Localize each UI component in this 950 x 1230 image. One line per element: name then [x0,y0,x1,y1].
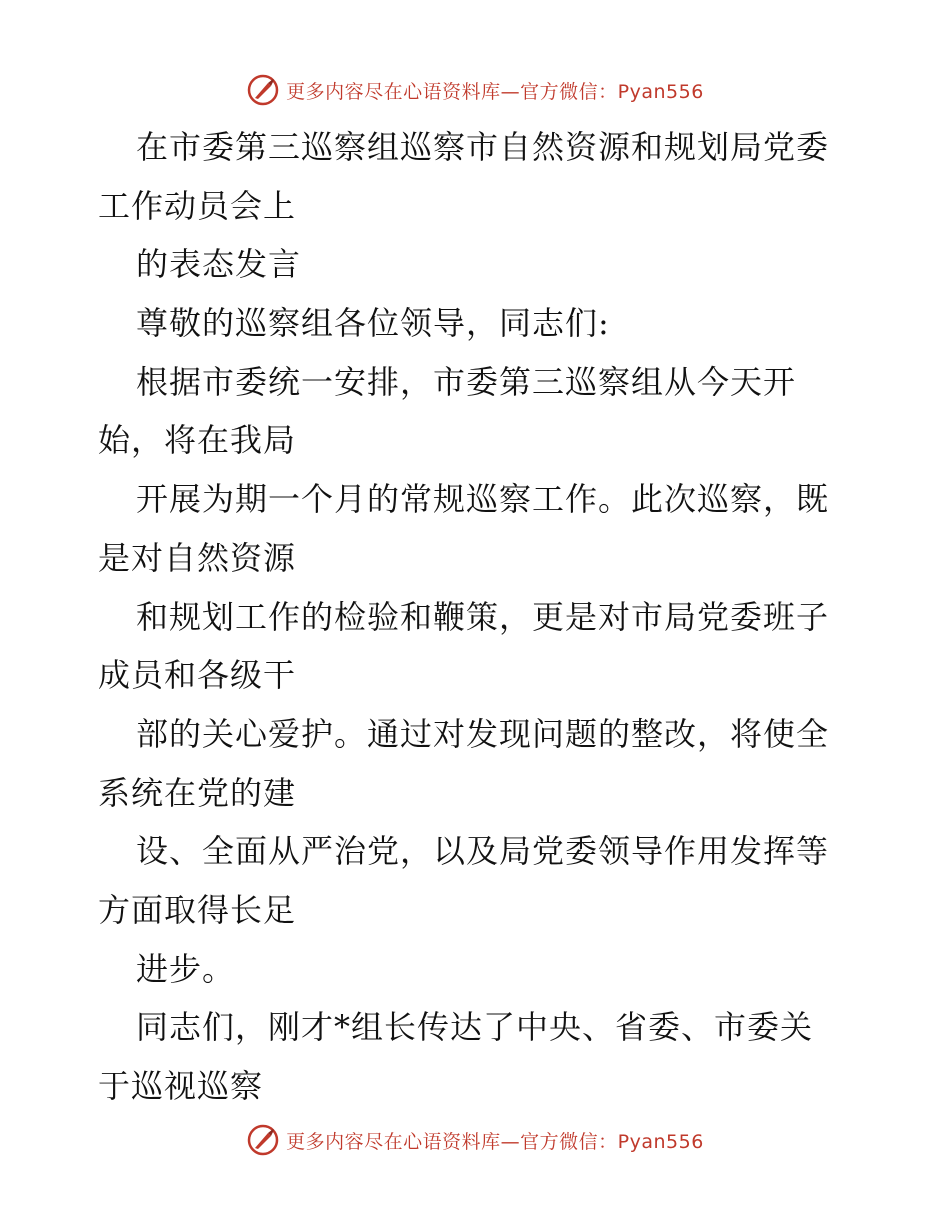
text-line: 根据市委统一安排，市委第三巡察组从今天开 [136,362,797,401]
text-line: 的表态发言 [136,245,302,284]
text-line: 始，将在我局 [98,421,297,460]
text-line: 进步。 [136,949,236,988]
text-line: 方面取得长足 [98,890,297,929]
text-line: 部的关心爱护。通过对发现问题的整改，将使全 [136,714,830,753]
text-line: 成员和各级干 [98,656,297,695]
text-line: 于巡视巡察 [98,1067,264,1105]
text-line: 开展为期一个月的常规巡察工作。此次巡察，既 [136,480,830,519]
footer-watermark-banner [0,1120,950,1160]
text-line: 工作动员会上 [98,186,297,225]
quill-pen-logo-icon [246,1123,280,1157]
text-line: 和规划工作的检验和鞭策，更是对市局党委班子 [136,597,830,636]
document-body [98,118,858,1116]
text-line: 同志们，刚才*组长传达了中央、省委、市委关 [136,1008,814,1047]
footer-watermark-text: 更多内容尽在心语资料库—官方微信：Pyan556 [286,1130,704,1153]
quill-pen-logo-icon [246,73,280,107]
header-watermark-banner [0,70,950,110]
text-line: 尊敬的巡察组各位领导，同志们: [136,304,610,343]
text-line: 设、全面从严治党，以及局党委领导作用发挥等 [136,832,830,871]
text-line: 是对自然资源 [98,538,297,577]
text-line: 系统在党的建 [98,773,297,812]
text-line: 在市委第三巡察组巡察市自然资源和规划局党委 [136,128,830,166]
header-watermark-text: 更多内容尽在心语资料库—官方微信：Pyan556 [286,80,704,103]
